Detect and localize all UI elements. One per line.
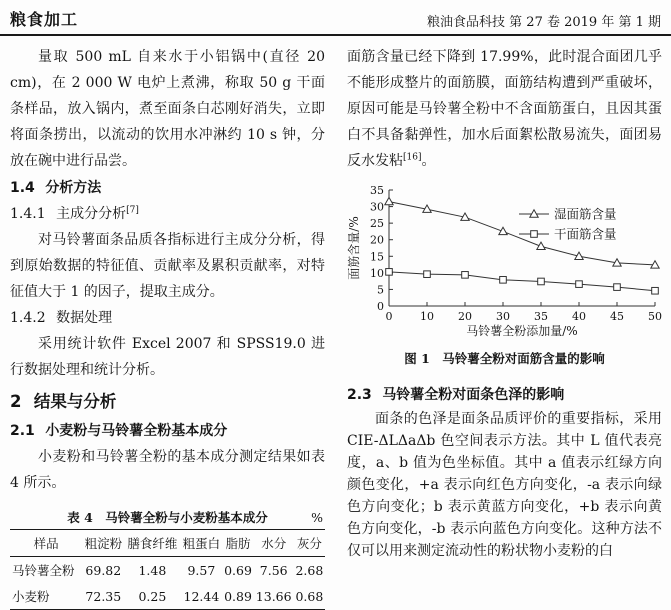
y-tick-label: 5	[377, 283, 384, 297]
two-column-layout	[0, 36, 671, 610]
heading-2-1	[10, 418, 325, 444]
heading-title: 数据处理	[56, 310, 113, 326]
cell: 13.66	[255, 588, 292, 604]
section-label: 粮食加工	[10, 10, 79, 29]
cell: 9.57	[187, 562, 216, 578]
para-gluten-discussion	[347, 44, 662, 174]
para-table-intro: 小麦粉和马铃薯全粉的基本成分测定结果如表 4 所示。	[10, 449, 325, 491]
x-tick-label: 0	[385, 310, 393, 323]
y-tick-label: 10	[370, 266, 384, 280]
para-cooking-method: 量取 500 mL 自来水于小铝锅中(直径 20 cm)，在 2 000 W 电炉上煮沸，称取 50 g 干面条样品，放入锅内，煮至面条白芯刚好消失，立即将面条捞出，以流动的饮用水冲淋约 10 s 钟，分放在碗中进行品尝。	[10, 49, 325, 169]
heading-title: 小麦粉与马铃薯全粉基本成分	[45, 423, 228, 439]
reference-7: [7]	[126, 205, 139, 216]
para-pca: 对马铃薯面条品质各指标进行主成分分析，得到原始数据的特征值、贡献率及累积贡献率，对特征值大于 1 的因子，提取主成分。	[10, 232, 325, 300]
col-header: 样品	[10, 530, 82, 557]
cell: 2.68	[295, 562, 324, 578]
basic-composition-table	[10, 529, 325, 610]
triangle-marker	[385, 197, 393, 204]
heading-1-4-2	[10, 305, 325, 331]
x-tick-label: 20	[458, 310, 472, 323]
x-tick-label: 40	[572, 310, 586, 323]
y-tick-label: 15	[370, 250, 384, 264]
table-caption-text: 表 4 马铃薯全粉与小麦粉基本成分	[67, 510, 268, 525]
cell: 马铃薯全粉	[12, 563, 75, 578]
cell: 0.25	[138, 588, 167, 604]
heading-number: 2.1	[10, 423, 35, 439]
heading-title: 结果与分析	[33, 392, 117, 411]
cell: 12.44	[183, 588, 220, 604]
square-marker	[386, 269, 393, 276]
y-tick-label: 30	[370, 200, 384, 214]
series-triangle	[385, 197, 659, 268]
y-tick-label: 35	[370, 184, 384, 197]
y-tick-label: 20	[370, 233, 384, 247]
col-header: 脂肪	[222, 530, 253, 557]
cell: 69.82	[85, 562, 122, 578]
table-row	[10, 583, 325, 610]
x-tick-label: 30	[496, 310, 510, 323]
cell: 0.68	[295, 588, 324, 604]
square-marker	[576, 281, 583, 288]
x-axis-label: 马铃薯全粉添加量/%	[466, 324, 578, 338]
legend-label: 干面筋含量	[554, 226, 617, 242]
square-marker	[462, 272, 469, 279]
figure-1-caption: 图 1 马铃薯全粉对面筋含量的影响	[404, 351, 605, 366]
heading-number: 2.3	[347, 387, 372, 403]
col-header: 粗淀粉	[82, 530, 124, 557]
right-column	[347, 44, 662, 610]
series-square	[386, 269, 659, 294]
table-unit-label: %	[311, 510, 323, 525]
square-marker	[531, 231, 538, 238]
table-4-block	[10, 509, 325, 610]
square-marker	[538, 278, 545, 285]
heading-1-4	[10, 175, 325, 201]
heading-title: 主成分分析	[56, 206, 127, 222]
heading-number: 2	[10, 392, 22, 411]
journal-info: 粮油食品科技 第 27 卷 2019 年 第 1 期	[427, 15, 661, 30]
square-marker	[424, 271, 431, 278]
heading-title: 马铃薯全粉对面条色泽的影响	[382, 387, 565, 403]
reference-16: [16]	[403, 152, 422, 163]
para-gluten-tail: 。	[421, 153, 436, 169]
x-tick-label: 50	[648, 310, 662, 323]
legend-label: 湿面筋含量	[554, 206, 617, 222]
y-tick-label: 0	[377, 300, 384, 313]
cell: 0.69	[224, 562, 252, 578]
legend-entry	[519, 227, 617, 242]
x-tick-label: 45	[610, 310, 624, 323]
para-color-discussion: 面条的色泽是面条品质评价的重要指标，采用 CIE-ΔLΔaΔb 色空间表示方法。其中 L 值代表亮度，a、b 值为色坐标值。其中 a 值表示红绿方向颜色变化，+a 表示向红色方向变化，-a 表示向绿色方向变化；b 表示黄蓝方向变化，+b 表示向黄色方向变化，-b 表示向蓝色方向变化。这种方法不仅可以用来测定流动性的粉状物小麦粉的白	[347, 411, 662, 559]
heading-number: 1.4.1	[10, 206, 46, 222]
square-marker	[614, 284, 621, 291]
para-gluten-text: 面筋含量已经下降到 17.99%，此时混合面团几乎不能形成整片的面筋膜，面筋结构遭到严重破坏，原因可能是马铃薯全粉中不含面筋蛋白，且因其蛋白不具备黏弹性，加水后面絮松散易流失，面团易反水发粘	[347, 49, 662, 169]
cell: 72.35	[85, 588, 122, 604]
heading-number: 1.4.2	[10, 310, 46, 326]
table-row	[10, 557, 325, 584]
x-tick-label: 35	[534, 310, 548, 323]
square-marker	[652, 287, 659, 294]
square-marker	[500, 277, 507, 284]
col-header: 水分	[254, 530, 294, 557]
col-header: 灰分	[294, 530, 325, 557]
cell: 0.89	[224, 588, 252, 604]
cell: 7.56	[259, 562, 288, 578]
y-tick-label: 25	[370, 217, 384, 231]
triangle-marker	[537, 242, 545, 249]
heading-1-4-1	[10, 201, 325, 227]
heading-2-3	[347, 382, 662, 408]
left-column	[10, 44, 325, 610]
para-data-processing: 采用统计软件 Excel 2007 和 SPSS19.0 进行数据处理和统计分析。	[10, 336, 325, 378]
x-tick-label: 10	[420, 310, 434, 323]
figure-1	[347, 184, 662, 367]
cell: 小麦粉	[12, 589, 50, 604]
gluten-chart-svg	[347, 184, 663, 340]
col-header: 粗蛋白	[180, 530, 222, 557]
heading-title: 分析方法	[45, 180, 102, 196]
page-header	[0, 0, 671, 36]
y-axis-label: 面筋含量/%	[347, 216, 361, 280]
col-header: 膳食纤维	[124, 530, 180, 557]
table-4-caption	[10, 509, 325, 526]
heading-2	[10, 388, 325, 416]
heading-number: 1.4	[10, 180, 35, 196]
triangle-marker	[499, 227, 507, 234]
cell: 1.48	[138, 562, 167, 578]
table-header-row	[10, 530, 325, 557]
legend-entry	[519, 207, 617, 222]
